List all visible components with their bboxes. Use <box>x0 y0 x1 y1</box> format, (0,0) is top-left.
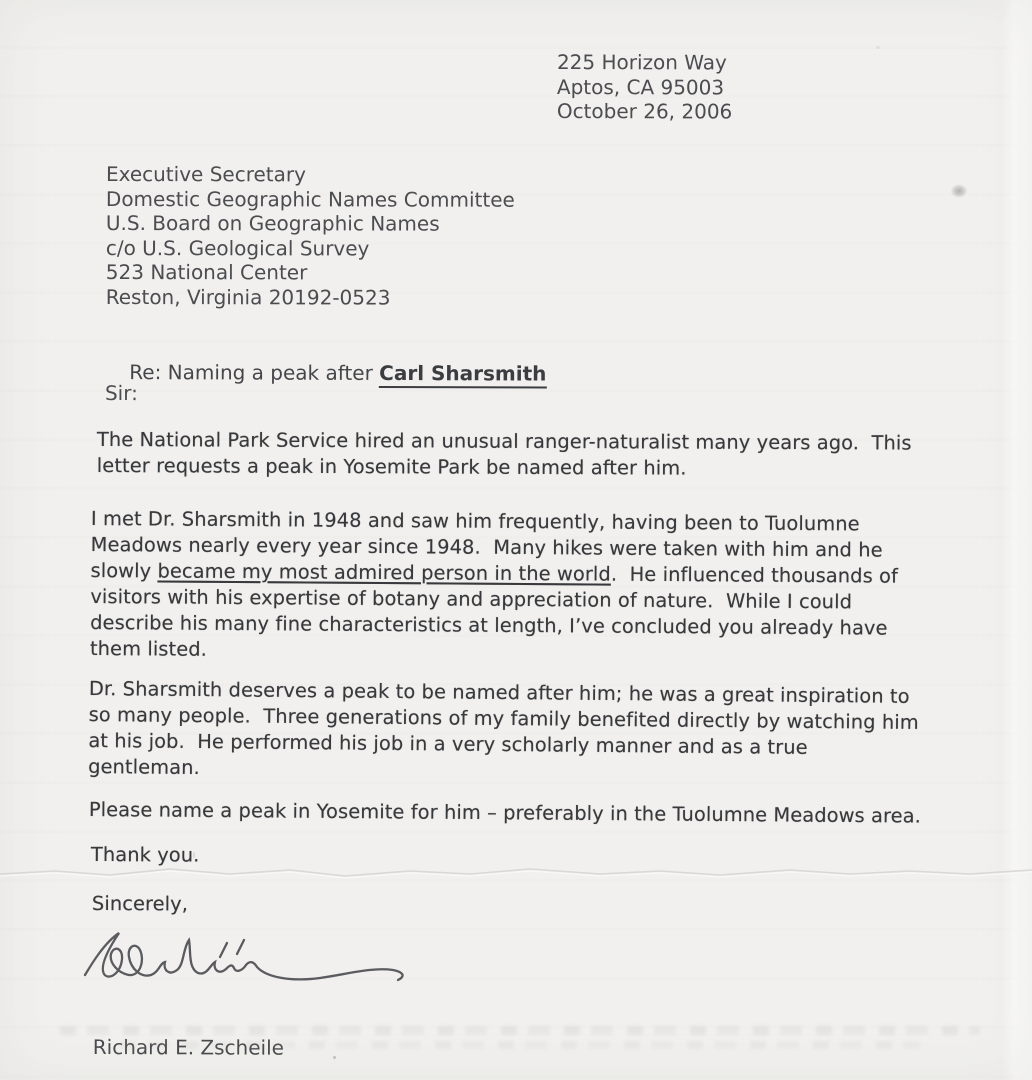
recipient-address-line: 523 National Center <box>105 259 308 285</box>
salutation: Sir: <box>104 381 138 406</box>
text-line: I met Dr. Sharsmith in 1948 and saw him frequently, having been to Tuolumne <box>90 506 860 536</box>
paragraph-4 <box>89 797 921 830</box>
paragraph-3 <box>88 676 919 788</box>
date-line: October 26, 2006 <box>556 98 733 124</box>
sender-address-line: Aptos, CA 95003 <box>556 74 725 99</box>
paper-speck <box>333 1056 336 1059</box>
text-line: Dr. Sharsmith deserves a peak to be named after him; he was a great inspiration to <box>88 676 910 708</box>
subject-prefix: Re: Naming a peak after <box>129 360 380 385</box>
text-line: letter requests a peak in Yosemite Park be named after him. <box>96 453 687 480</box>
text-line: so many people. Three generations of my family benefited directly by watching him <box>88 702 919 734</box>
subject-line <box>104 336 547 410</box>
text-line: Please name a peak in Yosemite for him – preferably in the Tuolumne Meadows area. <box>88 797 922 828</box>
text-line: describe his many fine characteristics at length, I’ve concluded you already have <box>90 610 888 640</box>
text-line: them listed. <box>89 636 208 661</box>
text-line: gentleman. <box>88 754 200 780</box>
bleed-through-text <box>120 1041 920 1049</box>
bleed-through-text <box>60 1026 980 1035</box>
sender-address-line: 225 Horizon Way <box>556 50 727 75</box>
paper-speck <box>876 46 880 49</box>
paragraph-1 <box>97 427 912 483</box>
recipient-address-line: Domestic Geographic Names Committee <box>105 186 515 212</box>
thank-you-line: Thank you. <box>90 843 200 867</box>
text-line: visitors with his expertise of botany and appreciation of nature. While I could <box>90 584 853 614</box>
text-segment: slowly <box>90 558 158 583</box>
paper-speck <box>193 852 195 858</box>
text-line: at his job. He performed his job in a very scholarly manner and as a true <box>88 728 808 759</box>
underlined-phrase: became my most admired person in the world <box>157 559 611 586</box>
paragraph-2 <box>90 506 899 668</box>
recipient-address-line: Reston, Virginia 20192-0523 <box>105 284 391 309</box>
text-segment: . He influenced thousands of <box>610 562 899 588</box>
signature-scribble-icon <box>76 918 420 994</box>
sender-address-block <box>557 50 733 124</box>
recipient-address-line: Executive Secretary <box>105 162 306 187</box>
closing-line: Sincerely, <box>91 892 189 916</box>
signature-name: Richard E. Zscheile <box>92 1034 285 1060</box>
recipient-address-line: c/o U.S. Geological Survey <box>105 235 370 260</box>
subject-emphasis: Carl Sharsmith <box>379 361 546 389</box>
recipient-address-block <box>106 162 515 310</box>
paper-crease <box>0 862 1032 882</box>
recipient-address-line: U.S. Board on Geographic Names <box>105 210 440 236</box>
paper-smudge <box>948 182 970 200</box>
text-line: Meadows nearly every year since 1948. Many hikes were taken with him and he <box>90 532 883 562</box>
text-line: The National Park Service hired an unusual ranger-naturalist many years ago. This <box>96 428 912 455</box>
